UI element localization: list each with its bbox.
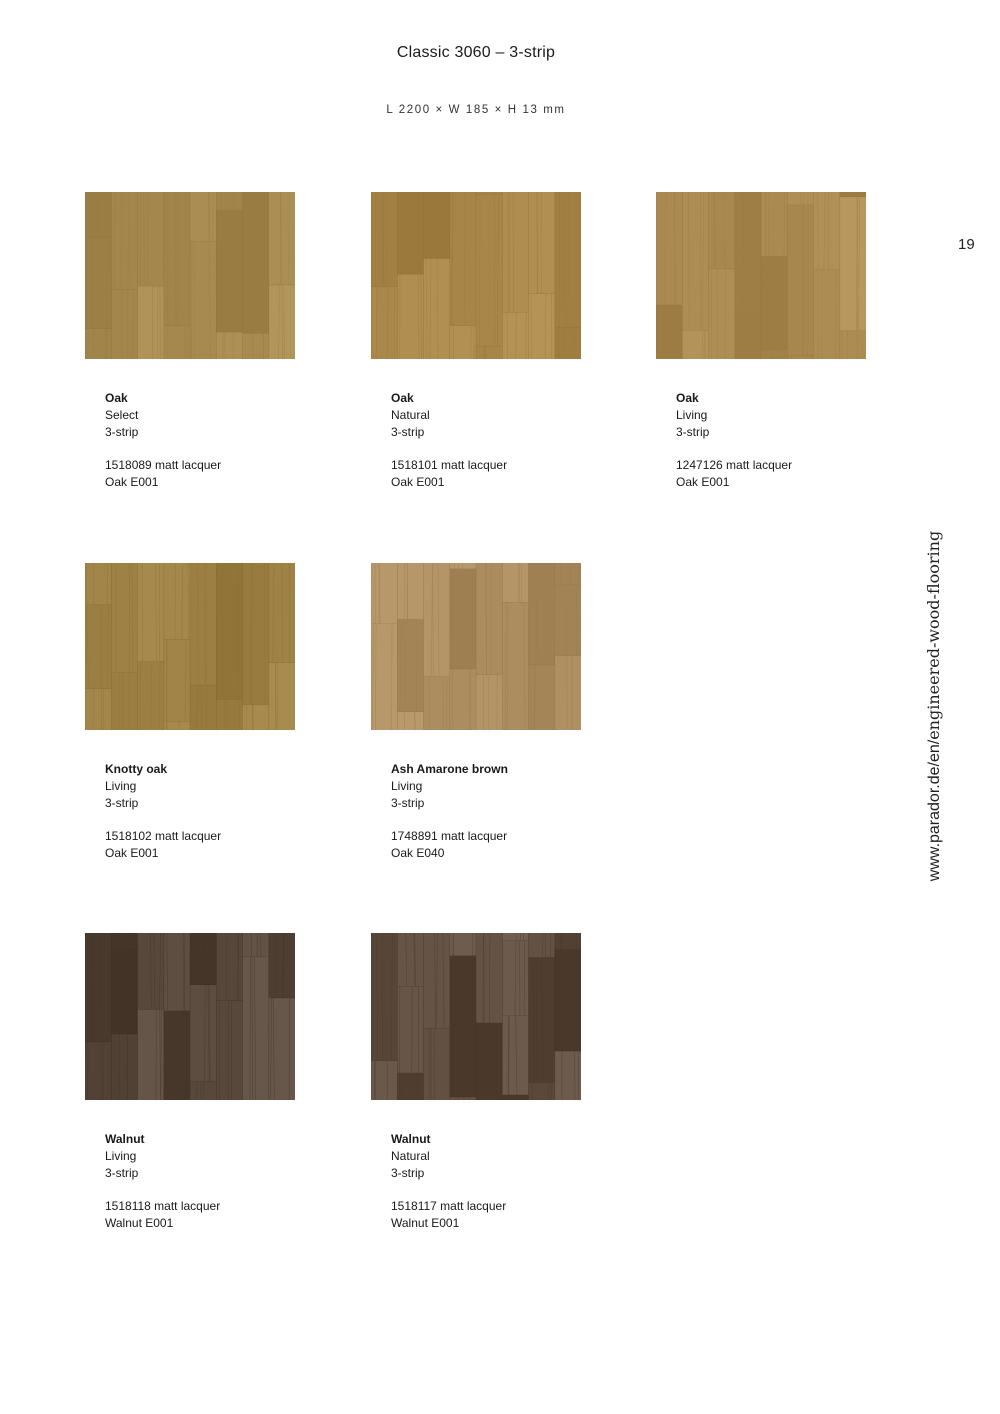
product-info xyxy=(676,390,876,491)
wood-plank-pattern xyxy=(371,933,581,1100)
product-info xyxy=(105,761,305,862)
side-url-prefix: www.parador.de/en/ xyxy=(926,739,943,882)
product-grade: Select xyxy=(105,408,139,422)
product-name: Oak xyxy=(105,391,128,405)
product-card[interactable] xyxy=(371,192,583,489)
product-card[interactable] xyxy=(656,192,868,489)
product-name: Oak xyxy=(391,391,414,405)
product-finish: Oak E001 xyxy=(105,475,159,489)
product-grade: Living xyxy=(391,779,423,793)
product-name: Oak xyxy=(676,391,699,405)
wood-plank-pattern xyxy=(85,192,295,359)
product-card[interactable] xyxy=(85,563,297,860)
product-finish: Walnut E001 xyxy=(391,1216,460,1230)
product-finish: Oak E001 xyxy=(105,846,159,860)
dimensions-label: L 2200 × W 185 × H 13 mm xyxy=(386,104,566,116)
product-grade: Natural xyxy=(391,408,430,422)
product-grade: Living xyxy=(676,408,708,422)
product-card[interactable] xyxy=(371,563,583,860)
product-code: 1748891 matt lacquer xyxy=(391,829,508,843)
wood-plank-pattern xyxy=(656,192,866,359)
wood-swatch-image xyxy=(371,192,581,359)
wood-swatch-image xyxy=(371,563,581,730)
product-code: 1518089 matt lacquer xyxy=(105,458,222,472)
product-name: Walnut xyxy=(105,1132,145,1146)
product-grade: Living xyxy=(105,779,137,793)
wood-plank-pattern xyxy=(371,563,581,730)
product-info xyxy=(391,390,591,491)
wood-swatch-image xyxy=(371,933,581,1100)
product-finish: Oak E040 xyxy=(391,846,445,860)
product-card[interactable] xyxy=(371,933,583,1230)
wood-swatch-image xyxy=(85,933,295,1100)
product-finish: Walnut E001 xyxy=(105,1216,174,1230)
product-strip: 3-strip xyxy=(105,1166,139,1180)
product-code: 1247126 matt lacquer xyxy=(676,458,793,472)
product-card[interactable] xyxy=(85,192,297,489)
page-title: Classic 3060 – 3-strip xyxy=(396,44,556,61)
product-strip: 3-strip xyxy=(676,425,710,439)
side-url-suffix: engineered-wood-flooring xyxy=(924,530,943,740)
product-grade: Living xyxy=(105,1149,137,1163)
product-name: Ash Amarone brown xyxy=(391,762,508,776)
product-info xyxy=(391,1131,591,1232)
side-url[interactable] xyxy=(924,531,944,881)
product-grade: Natural xyxy=(391,1149,430,1163)
wood-plank-pattern xyxy=(371,192,581,359)
product-name: Knotty oak xyxy=(105,762,168,776)
product-finish: Oak E001 xyxy=(676,475,730,489)
wood-plank-pattern xyxy=(85,933,295,1100)
product-name: Walnut xyxy=(391,1132,431,1146)
product-strip: 3-strip xyxy=(391,425,425,439)
wood-swatch-image xyxy=(85,563,295,730)
product-strip: 3-strip xyxy=(105,425,139,439)
product-code: 1518102 matt lacquer xyxy=(105,829,222,843)
product-strip: 3-strip xyxy=(391,1166,425,1180)
wood-swatch-image xyxy=(85,192,295,359)
product-finish: Oak E001 xyxy=(391,475,445,489)
product-info xyxy=(105,1131,305,1232)
product-card[interactable] xyxy=(85,933,297,1230)
wood-plank-pattern xyxy=(85,563,295,730)
product-strip: 3-strip xyxy=(105,796,139,810)
product-code: 1518101 matt lacquer xyxy=(391,458,508,472)
page-number: 19 xyxy=(958,236,975,253)
product-code: 1518118 matt lacquer xyxy=(105,1199,221,1213)
product-info xyxy=(105,390,305,491)
product-code: 1518117 matt lacquer xyxy=(391,1199,507,1213)
product-strip: 3-strip xyxy=(391,796,425,810)
product-info xyxy=(391,761,591,862)
wood-swatch-image xyxy=(656,192,866,359)
